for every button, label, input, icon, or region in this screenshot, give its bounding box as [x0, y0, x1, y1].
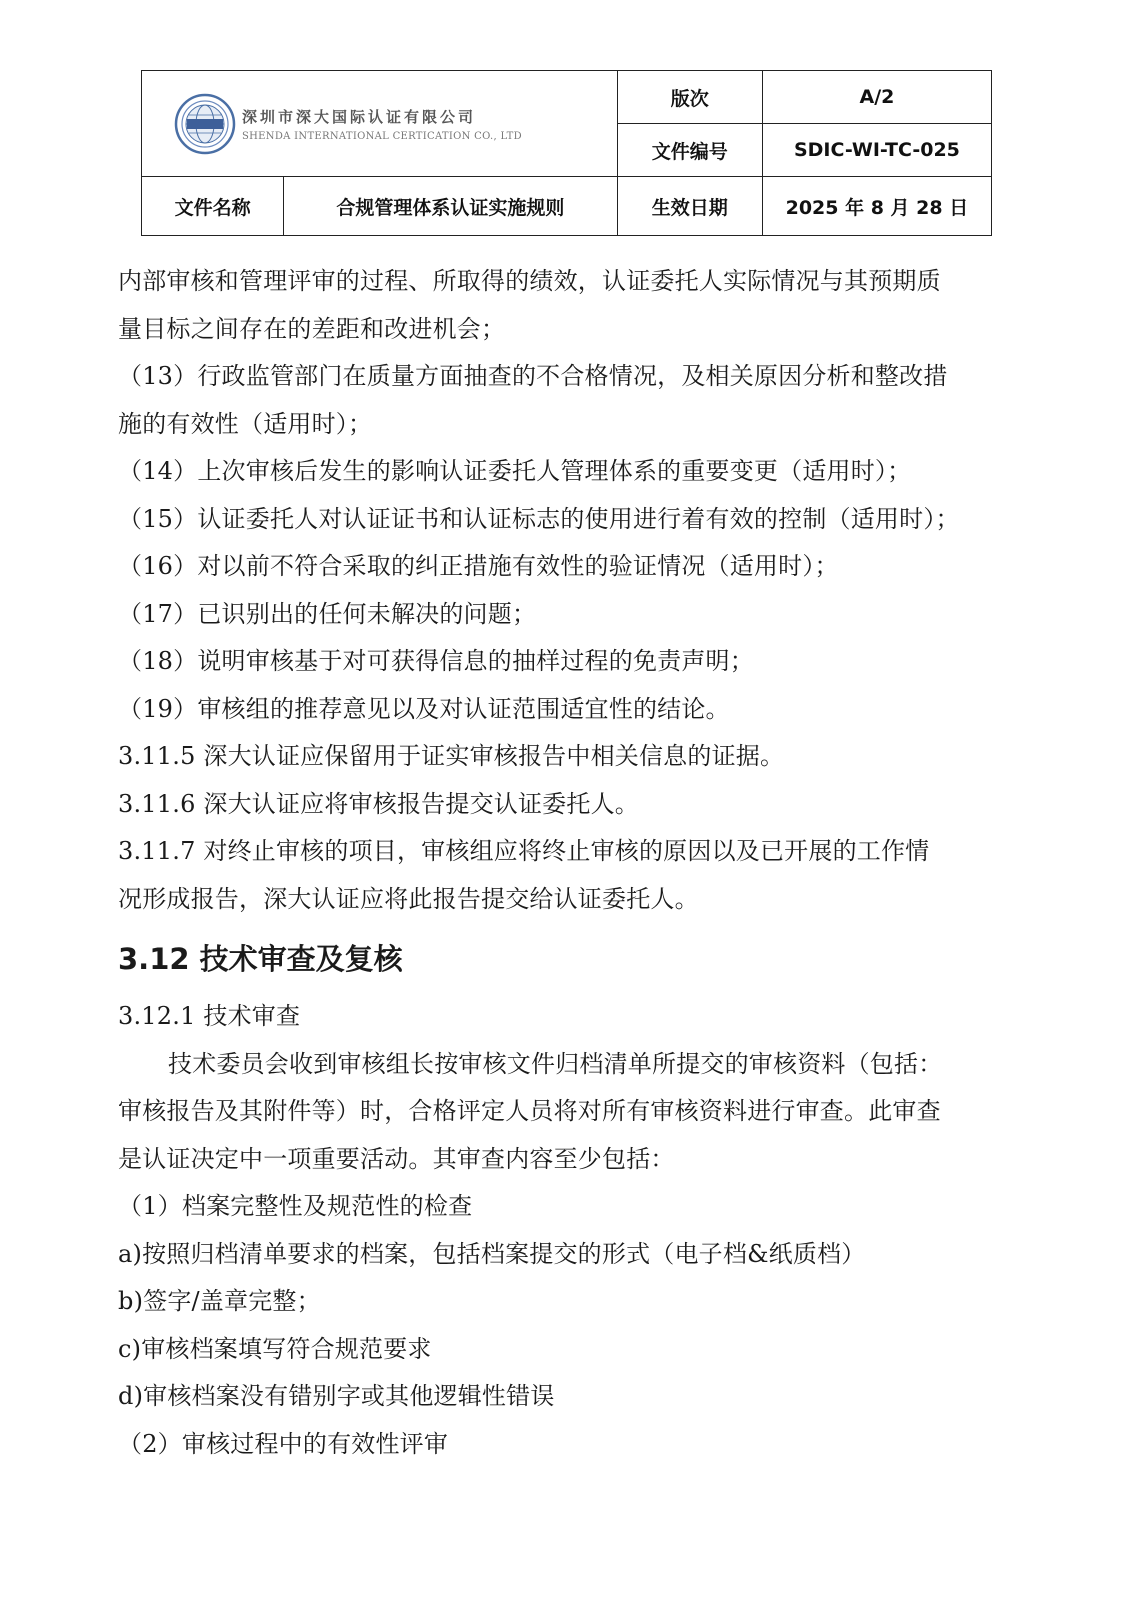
list-item: （2）审核过程中的有效性评审 — [118, 1429, 449, 1458]
body-line: 况形成报告，深大认证应将此报告提交给认证委托人。 — [118, 884, 699, 913]
list-item: a)按照归档清单要求的档案，包括档案提交的形式（电子档&纸质档） — [118, 1239, 866, 1268]
body-line: 量目标之间存在的差距和改进机会； — [118, 314, 506, 343]
company-emblem-icon — [174, 93, 236, 155]
effective-date-label: 生效日期 — [617, 177, 762, 236]
doc-name-value: 合规管理体系认证实施规则 — [284, 177, 617, 236]
sub-section-heading: 3.12.1 技术审查 — [118, 1002, 301, 1030]
doc-name-label: 文件名称 — [142, 177, 284, 236]
list-item: b)签字/盖章完整； — [118, 1287, 321, 1315]
doc-number-value: SDIC-WI-TC-025 — [762, 124, 991, 177]
effective-date-value: 2025 年 8 月 28 日 — [762, 177, 991, 236]
version-label: 版次 — [617, 71, 762, 124]
body-line: （16）对以前不符合采取的纠正措施有效性的验证情况（适用时）； — [118, 552, 839, 580]
doc-number-label: 文件编号 — [617, 124, 762, 177]
body-line: 3.11.6 深大认证应将审核报告提交认证委托人。 — [118, 789, 639, 818]
document-body — [118, 258, 1018, 1468]
company-name-en: SHENDA INTERNATIONAL CERTICATION CO., LTD — [242, 130, 522, 142]
body-line: 3.11.5 深大认证应保留用于证实审核报告中相关信息的证据。 — [118, 742, 785, 770]
body-line: 是认证决定中一项重要活动。其审查内容至少包括： — [118, 1144, 675, 1173]
list-item: c)审核档案填写符合规范要求 — [118, 1334, 432, 1363]
list-item: （1）档案完整性及规范性的检查 — [118, 1192, 473, 1220]
body-line: 内部审核和管理评审的过程、所取得的绩效，认证委托人实际情况与其预期质 — [118, 267, 941, 295]
company-logo-cell — [142, 71, 618, 177]
body-line: 审核报告及其附件等）时，合格评定人员将对所有审核资料进行审查。此审查 — [118, 1097, 941, 1125]
document-header-table — [141, 70, 992, 236]
body-line: 技术委员会收到审核组长按审核文件归档清单所提交的审核资料（包括： — [168, 1049, 943, 1078]
list-item: d)审核档案没有错别字或其他逻辑性错误 — [118, 1382, 555, 1410]
body-line: 施的有效性（适用时）； — [118, 409, 373, 438]
body-line: （19）审核组的推荐意见以及对认证范围适宜性的结论。 — [118, 694, 730, 723]
version-value: A/2 — [762, 71, 991, 124]
company-name-cn: 深圳市深大国际认证有限公司 — [242, 107, 477, 126]
section-heading: 3.12 技术审查及复核 — [118, 942, 403, 976]
body-line: （15）认证委托人对认证证书和认证标志的使用进行着有效的控制（适用时）； — [118, 504, 960, 533]
body-line: 3.11.7 对终止审核的项目，审核组应将终止审核的原因以及已开展的工作情 — [118, 837, 930, 865]
body-line: （13）行政监管部门在质量方面抽查的不合格情况，及相关原因分析和整改措 — [118, 362, 948, 390]
body-line: （18）说明审核基于对可获得信息的抽样过程的免责声明； — [118, 647, 754, 675]
body-line: （17）已识别出的任何未解决的问题； — [118, 599, 537, 628]
body-line: （14）上次审核后发生的影响认证委托人管理体系的重要变更（适用时）； — [118, 457, 912, 485]
